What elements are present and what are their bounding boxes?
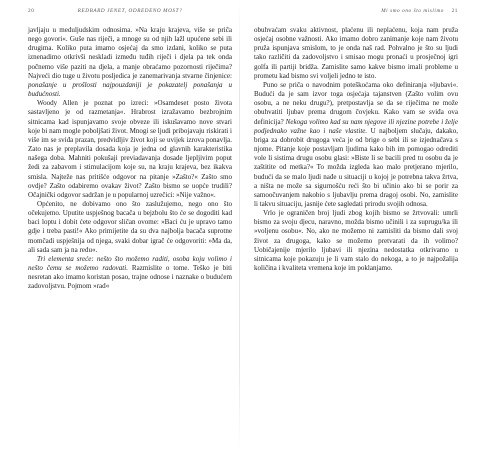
right-page-number: 21	[451, 8, 458, 14]
paragraph: obuhvaćam svaku aktivnost, plaćenu ili neplaćenu, koja nam pruža osjećaj osobne važnosti. Ako imamo dobro zanimanje koje nam životu pruža ispunjava smislom, to je onda naš rad. Pohvalno je što su ljudi tako različiti da zadovoljstvo i smisao mogu pronaći u prosječnoj igri golfa ili partiji bridža. Zamislite samo kakve bismo imali probleme u prometu kad bismo svi voljeli jedno te isto.	[254, 26, 458, 80]
left-page-header	[28, 8, 232, 20]
paragraph: Općenito, ne dobivamo ono što zaslužujemo, nego ono što očekujemo. Uputite uspješnog bacača u bejzbolu što će se dogoditi kad baci loptu i dobit ćete odgovor sličan ovome: »Baci ću je upravo tamo gdje i treba pasti!« Ako primijetite da su dva najbolja bacača suprotne momčadi uspješnija od njega, svaki dobar igrač će odgovoriti: »Ma da, ali sada sam ja na redu«.	[28, 199, 232, 254]
left-page-number: 20	[28, 8, 35, 14]
paragraph: Tri elementa sreće: nešto što možemo raditi, osoba koju volimo i nešto čemu se možemo radovati. Razmislite o tome. Teško je biti nesretan ako imamo koristan posao, trajne odnose i naznake o budućem zadovoljstvu. Pojmom »rad«	[28, 254, 232, 291]
right-page-header	[254, 8, 458, 20]
left-page-body	[28, 26, 232, 292]
paragraph: Woody Allen je poznat po izreci: »Osamdeset posto života sastavljeno je od razmetanja«. Hrabrost izražavamo bezbrojnim sitnicama kad ispunjavamo svoje obveze ili iskušavamo nove stvari koje bi nam mogle poboljšati život. Mnogi se ljudi pribojavaju riskirati i više im se sviđa prazan, predvidljiv život koji se uvijek izrova ponavlja. Zato nas je preplavila dosada koja je jedna od glavnih karakteristika našega doba. Mahniti pokušaji previadavanja dosade ljepljivim poput žedi za zabavom i stimulacijom koje su, na kraju krajeva, bez ikakva smisla. Najteže nas pritišće odgovor na pitanje »Zašto?« Zašto smo ovdje? Zašto odabiremo ovakav život? Zašto bismo se uopće trudili? Očajnički odgovor sadržan je u popularnoj uzrečici: »Nije važno«.	[28, 99, 232, 199]
right-running-head: Mi smo ono što mislimo	[381, 8, 444, 14]
paragraph: Puno se priča o navodnim poteškoćama oko definiranja »ljubavi«. Budući da je sam izvor toga osjećaja tajanstven (Zašto volim ovu osobu, a ne neku drugu?), pretpostavlja se da se riječima ne može obuhvatiti ljubav prema drugom čovjeku. Kako vam se sviđa ova definicija? Nekoga volimo kad su nam njegove ili njezine potrebe i želje podjednako važne kao i naše vlastite. U najboljem slučaju, dakako, briga za dobrobit drugoga veća je od brige o sebi ili se izjednačava s njome. Pitanje koje postavljam ljudima kako bih im pomogao odrediti vole li sistima drugu osobu glasi: »Biste li se bacili pred tu osobu da je zaštitite od metka?« To možda izgleda kao malo pretjerano mjerilo, budući da se malo ljudi nađe u situaciji u kojoj je potrebna takva žrtva, a ništa ne može sa sigurnošću reći što bi učinio ako bi se porir za samoočuvanjem nakobio s ljubavlju prema dragoj osobi. No, zamislite li takvu situaciju, jasnije ćete sagledati prirodu svojih odnosa.	[254, 80, 458, 208]
right-page-body	[254, 26, 458, 273]
right-page	[240, 0, 480, 450]
paragraph: javljaju u meduljudskim odnosima. »Na kraju krajeva, više se priča nego govori«. Guše nas riječi, a mnoge su od njih lažl upućene sebi ili drugima. Koliko puta imamo osjećaj da smo izdani, koliko se puta iznenadimo otkrivši neskladi između tuđih riječi i djela pa tek onda počnemo više paziti na djela, a manje obraćamo pozornosti riječima? Najveći dio tuge u životu posljedica je zanemarivanja stvarne činjenice: ponašanje u prošlosti najpouzdaniji je pokazatelj ponašanja u budućnosti.	[28, 26, 232, 99]
left-running-head: REDBARD JENET, ODREDENO MOST?	[77, 8, 183, 14]
paragraph: Vrlo je ograničen broj ljudi zbog kojih bismo se žrtvovali: umrli bismo za svoju djecu, naravno, možda bismo učinili i za suprugu/ka ili »voljenu osobu«. No, ako ne možemo ni zamisliti da bismo dali svoj život za drugoga, kako se možemo pretvarati da ih volimo? Uobičajenije mjerilo ljubavi ili njezina nedostatka otkrivamo u sitnicama koje pokazuju je li vam stalo do nekoga, a to je najpožalija količina i kvaliteta vremena koje im poklanjamo.	[254, 209, 458, 273]
